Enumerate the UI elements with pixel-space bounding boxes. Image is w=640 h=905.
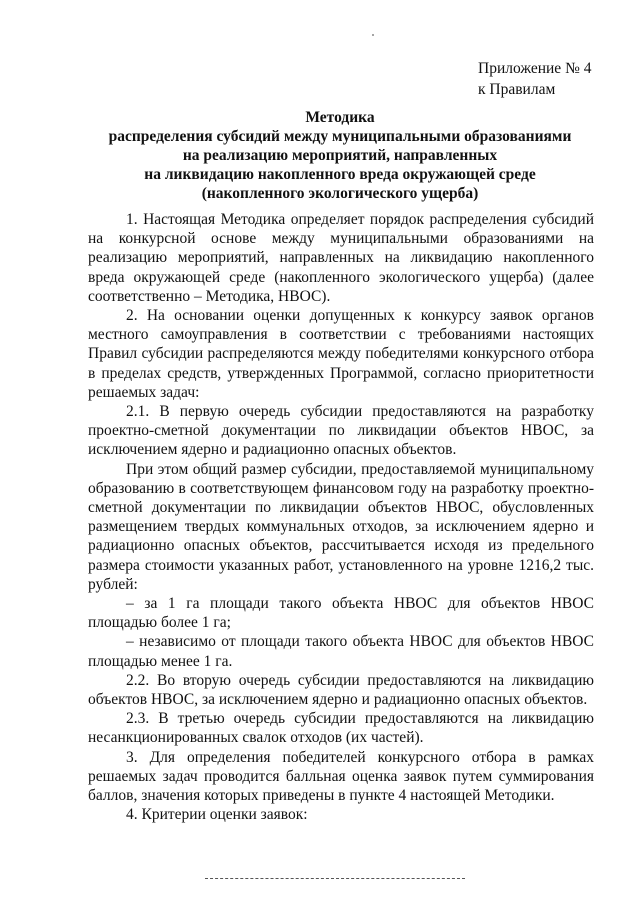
document-title	[88, 108, 592, 203]
paragraph-2-3: 2.3. В третью очередь субсидии предоставляются на ликвидацию несанкционированных свалок отходов (их частей).	[88, 710, 594, 747]
title-line-2: распределения субсидий между муниципальными образованиями	[108, 128, 572, 145]
paragraph-2-1: 2.1. В первую очередь субсидии предоставляются на разработку проектно-сметной документации по ликвидации объектов НВОС, за исключением ядерно и радиационно опасных объектов.	[88, 403, 594, 459]
title-line-1: Методика	[305, 109, 375, 126]
appendix-reference	[478, 58, 618, 100]
list-item-under-1ha: – независимо от площади такого объекта НВОС для объектов НВОС площадью менее 1 га.	[88, 633, 594, 670]
title-line-4: на ликвидацию накопленного вреда окружающей среде	[144, 166, 536, 183]
paragraph-subsidy-size: При этом общий размер субсидии, предоставляемой муниципальному образованию в соответствующем финансовом году на разработку проектно-сметной документации по ликвидации объектов НВОС, обусловленных размещением твердых коммунальных отходов, за исключением ядерно и радиационно опасных объектов, рассчитывается исходя из предельного размера стоимости указанных работ, установленного на уровне 1216,2 тыс. рублей:	[88, 460, 594, 593]
title-line-5: (накопленного экологического ущерба)	[201, 185, 479, 202]
paragraph-3: 3. Для определения победителей конкурсного отбора в рамках решаемых задач проводится балльная оценка заявок путем суммирования баллов, значения которых приведены в пункте 4 настоящей Методики.	[88, 748, 594, 805]
paragraph-4: 4. Критерии оценки заявок:	[126, 806, 308, 824]
list-item-over-1ha: – за 1 га площади такого объекта НВОС для объектов НВОС площадью более 1 га;	[88, 595, 594, 632]
scan-speck	[372, 34, 374, 36]
paragraph-2-2: 2.2. Во вторую очередь субсидии предоставляются на ликвидацию объектов НВОС, за исключением ядерно и радиационно опасных объектов.	[88, 671, 594, 709]
appendix-number: Приложение № 4	[478, 60, 592, 77]
appendix-rules-ref: к Правилам	[478, 81, 556, 98]
paragraph-1: 1. Настоящая Методика определяет порядок распределения субсидий на конкурсной основе между муниципальными образованиями на реализацию мероприятий, направленных на ликвидацию накопленного вреда окружающей среде (накопленного экологического ущерба) (далее соответственно – Методика, НВОС).	[88, 211, 594, 305]
footer-divider	[205, 878, 465, 879]
paragraph-2: 2. На основании оценки допущенных к конкурсу заявок органов местного самоуправления в соответствии с требованиями настоящих Правил субсидии распределяются между победителями конкурсного отбора в пределах средств, утвержденных Программой, согласно приоритетности решаемых задач:	[88, 307, 594, 401]
document-body	[88, 210, 594, 825]
title-line-3: на реализацию мероприятий, направленных	[182, 147, 498, 164]
